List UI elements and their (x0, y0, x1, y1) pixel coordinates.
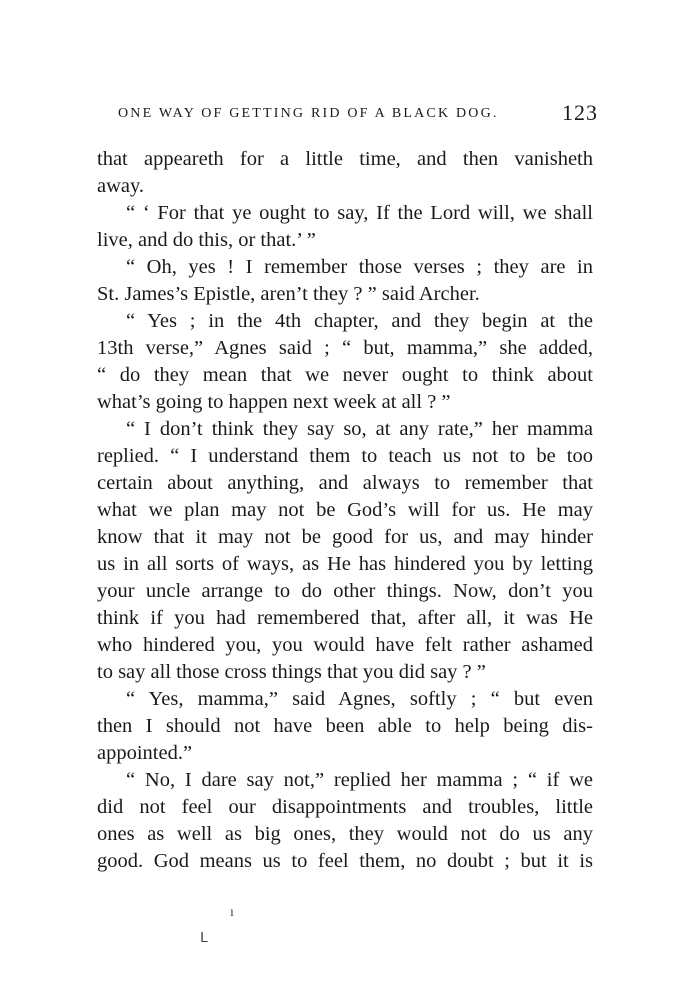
text-line: “ Yes ; in the 4th chapter, and they begin at the (126, 310, 593, 332)
text-line: “ No, I dare say not,” replied her mamma ; “ if we (126, 769, 593, 791)
text-line: did not feel our disappointments and troubles, little (97, 796, 593, 818)
text-line: certain about anything, and always to remember that (97, 472, 593, 494)
text-line: St. James’s Epistle, aren’t they ? ” said Archer. (97, 283, 480, 305)
text-line: good. God means us to feel them, no doubt ; but it is (97, 850, 593, 872)
running-header (118, 100, 598, 125)
text-line: “ Yes, mamma,” said Agnes, softly ; “ but even (126, 688, 593, 710)
page-number: 123 (562, 100, 598, 125)
body-text (97, 146, 593, 875)
text-line: what we plan may not be God’s will for us. He may (97, 499, 593, 521)
text-line: us in all sorts of ways, as He has hindered you by letting (97, 553, 593, 575)
text-line: 13th verse,” Agnes said ; “ but, mamma,” she added, (97, 337, 593, 359)
text-line: “ Oh, yes ! I remember those verses ; they are in (126, 256, 593, 278)
running-title: ONE WAY OF GETTING RID OF A BLACK DOG. (118, 106, 499, 121)
text-line: “ do they mean that we never ought to think about (97, 364, 593, 386)
text-line: away. (97, 175, 145, 197)
text-line: then I should not have been able to help being dis- (97, 715, 593, 737)
text-line: live, and do this, or that.’ ” (97, 229, 316, 251)
text-line: who hindered you, you would have felt rather ashamed (97, 634, 593, 656)
text-line: “ I don’t think they say so, at any rate,” her mamma (126, 418, 593, 440)
text-line: “ ‘ For that ye ought to say, If the Lord will, we shall (126, 202, 593, 224)
text-line: replied. “ I understand them to teach us not to be too (97, 445, 593, 467)
text-line: your uncle arrange to do other things. Now, don’t you (97, 580, 593, 602)
text-line: appointed.” (97, 742, 193, 764)
print-speck: ı (230, 905, 234, 920)
text-line: know that it may not be good for us, and may hinder (97, 526, 593, 548)
text-line: to say all those cross things that you did say ? ” (97, 661, 486, 683)
text-line: ones as well as big ones, they would not do us any (97, 823, 593, 845)
text-line: what’s going to happen next week at all ? ” (97, 391, 451, 413)
text-line: that appeareth for a little time, and then vanisheth (97, 148, 593, 170)
text-line: think if you had remembered that, after all, it was He (97, 607, 593, 629)
print-speck: ᒪ (200, 931, 208, 946)
